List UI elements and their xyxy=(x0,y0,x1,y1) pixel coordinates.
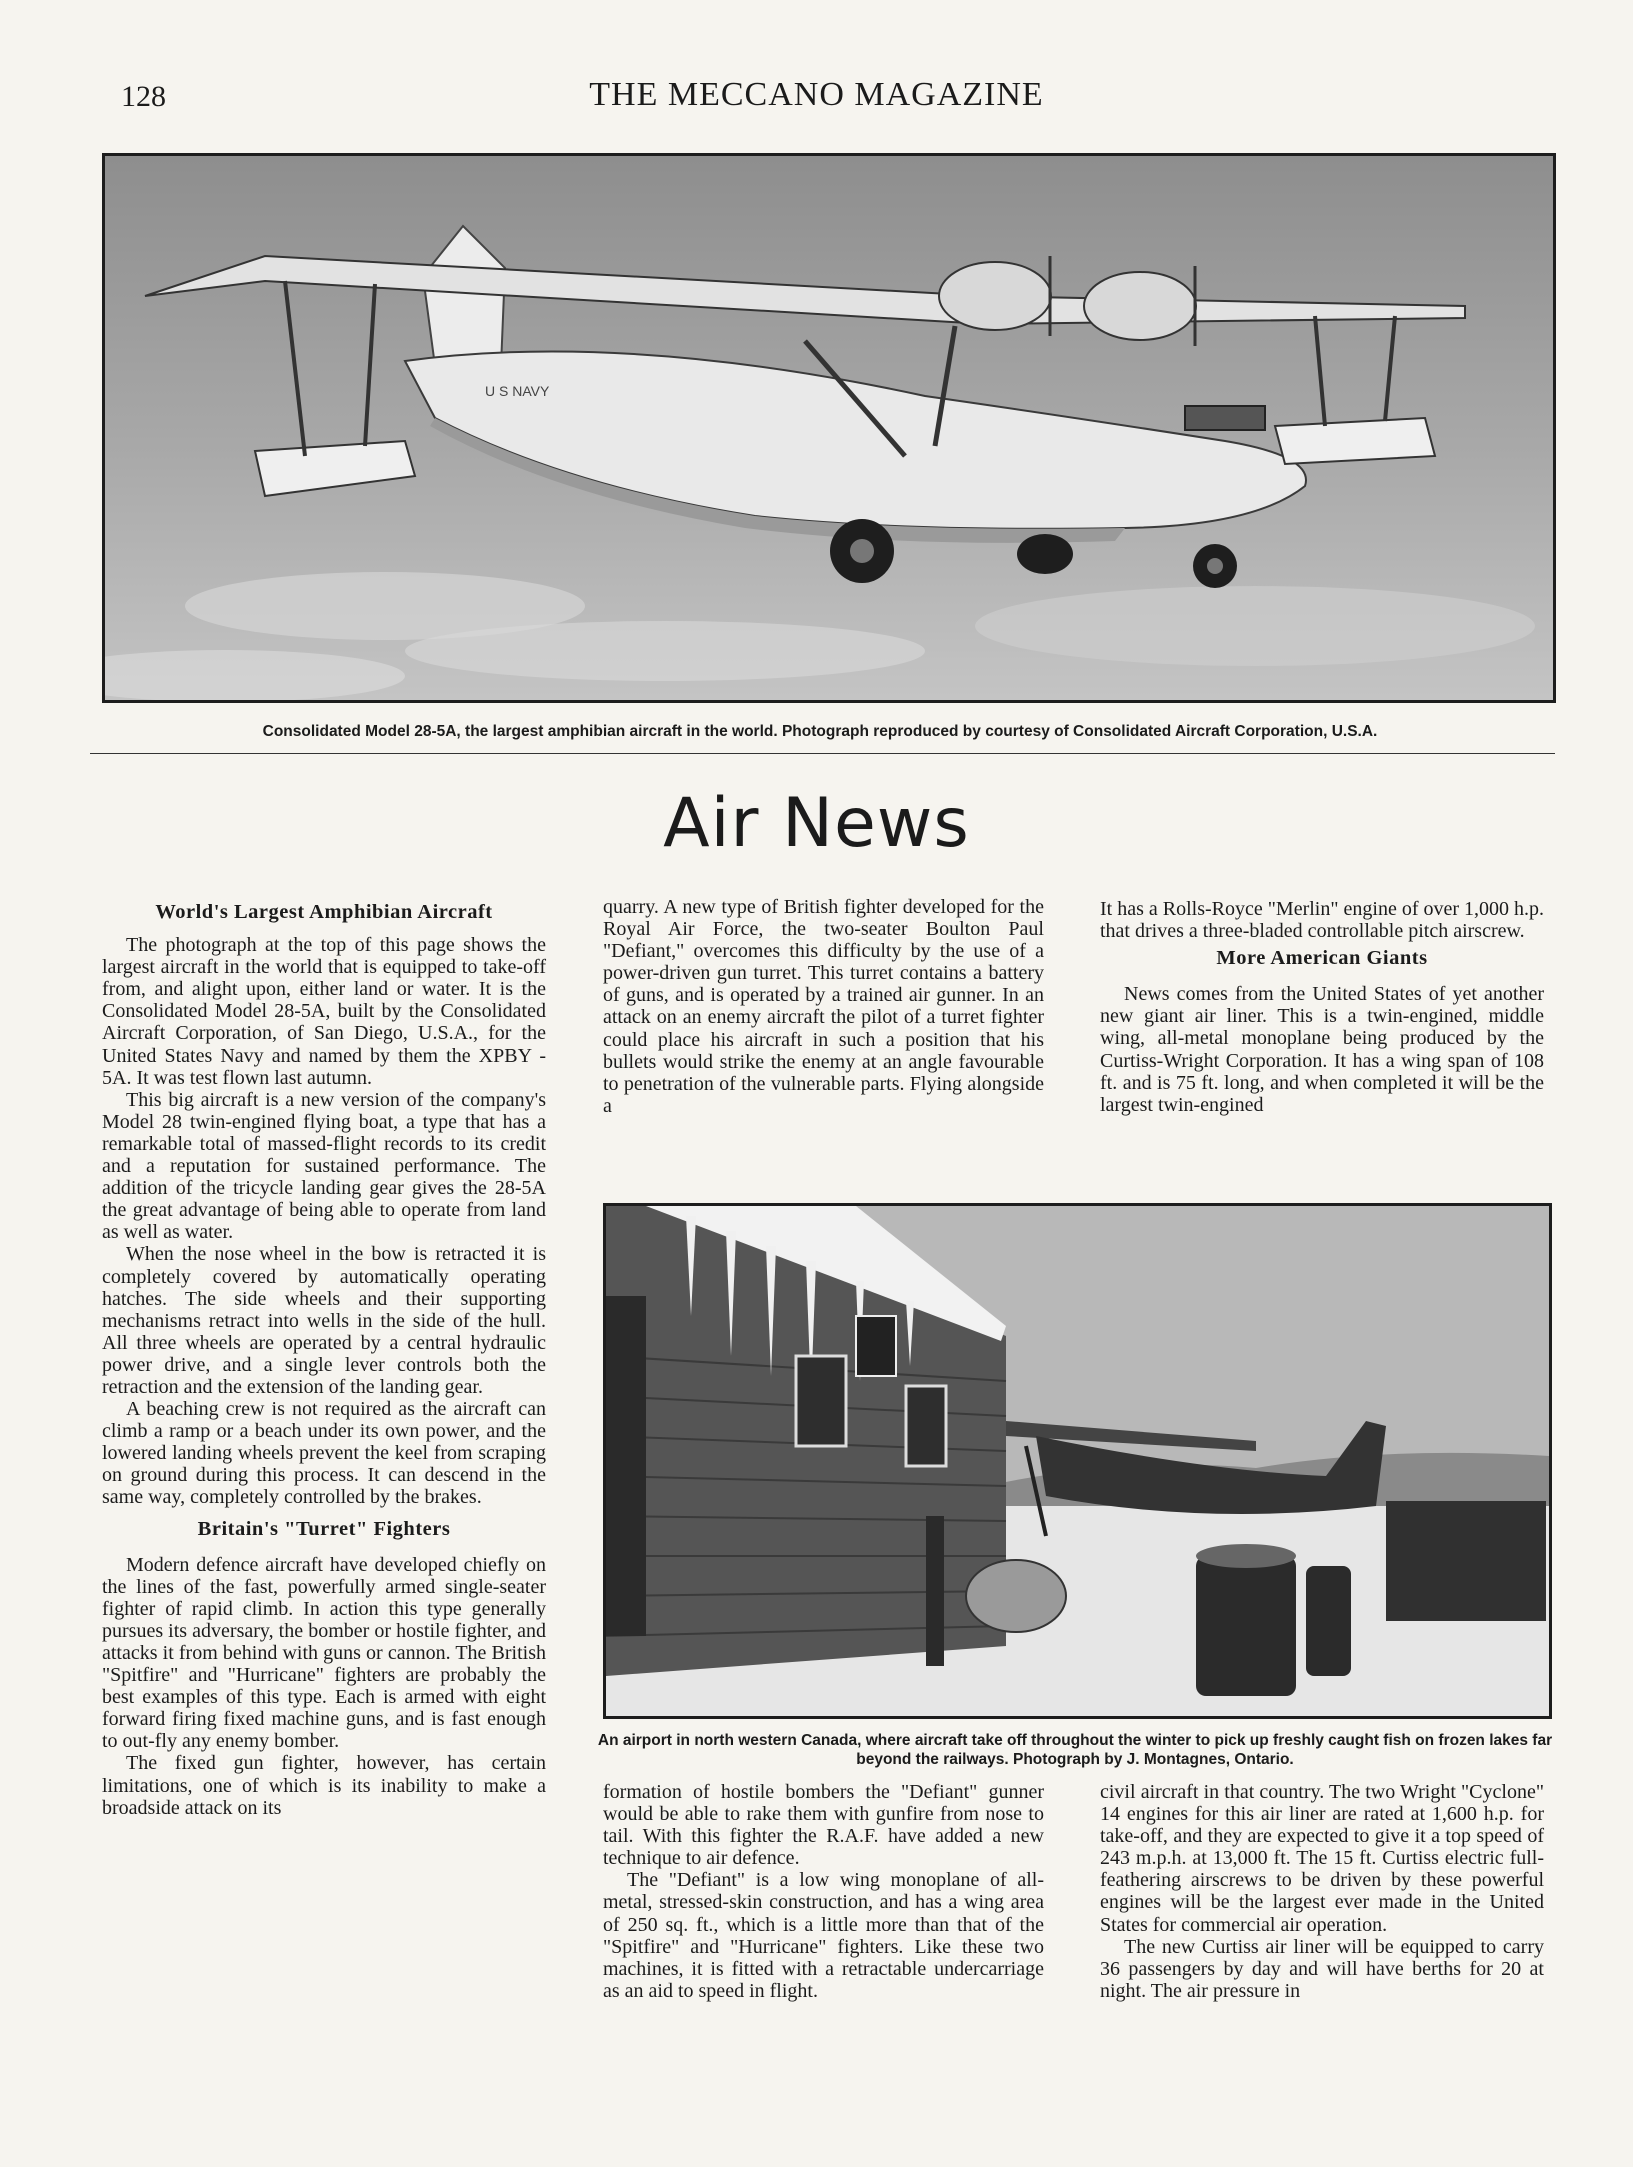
column-1 xyxy=(102,901,546,1819)
amphibian-aircraft-photo xyxy=(105,156,1553,700)
paragraph: When the nose wheel in the bow is retracted it is completely covered by automatically operating hatches. The side wheels and their supporting mechanisms retract into wells in the side of the hull. All three wheels are operated by a central hydraulic power drive, and a single lever controls both the retraction and the extension of the landing gear. xyxy=(102,1243,546,1398)
paragraph: formation of hostile bombers the "Defiant" gunner would be able to rake them with gunfire from nose to tail. With this fighter the R.A.F. have added a new technique to air defence. xyxy=(603,1781,1044,1870)
section-heading-american-giants: More American Giants xyxy=(1216,947,1428,970)
middle-photograph xyxy=(603,1203,1552,1719)
section-heading-amphibian: World's Largest Amphibian Aircraft xyxy=(155,901,493,923)
section-heading-turret-fighters: Britain's "Turret" Fighters xyxy=(197,1517,451,1540)
article-title: Air News xyxy=(663,784,970,863)
hull-marking: U S NAVY xyxy=(485,383,550,399)
caption-rule xyxy=(90,753,1555,754)
paragraph: civil aircraft in that country. The two Wright "Cyclone" 14 engines for this air liner are rated at 1,600 h.p. for take-off, and they are expected to give it a top speed of 243 m.p.h. at 13,000 ft. The 15 ft. Curtiss electric full-feathering airscrews to be driven by these powerful engines will be the largest ever made in the United States for commercial air operation. xyxy=(1100,1781,1544,1936)
paragraph: It has a Rolls-Royce "Merlin" engine of over 1,000 h.p. that drives a three-bladed controllable pitch airscrew. xyxy=(1100,898,1545,943)
page-number: 128 xyxy=(121,80,166,113)
paragraph: quarry. A new type of British fighter developed for the Royal Air Force, the two-seater Boulton Paul "Defiant," overcomes this difficulty by the use of a power-driven gun turret. This turret contains a battery of guns, and is operated by a trained air gunner. In an attack on an enemy aircraft the pilot of a turret fighter could place his aircraft in such a position that his bullets would strike the enemy at an angle favourable to penetration of the vulnerable parts. Flying alongside a xyxy=(603,896,1044,1117)
paragraph: The "Defiant" is a low wing monoplane of all-metal, stressed-skin construction, and has a wing area of 250 sq. ft., which is a little more than that of the "Spitfire" and "Hurricane" fighters. Like these two machines, it is fitted with a retractable undercarriage as an aid to speed in flight. xyxy=(603,1869,1044,2002)
top-photo-caption: Consolidated Model 28-5A, the largest amphibian aircraft in the world. Photograph reproduced by courtesy of Consolidated Aircraft Corporation, U.S.A. xyxy=(262,723,1378,740)
running-head: THE MECCANO MAGAZINE xyxy=(589,76,1044,113)
top-photograph xyxy=(102,153,1556,703)
paragraph: A beaching crew is not required as the aircraft can climb a ramp or a beach under its own power, and the lowered landing wheels prevent the keel from scraping on ground during this process. It can descend in the same way, completely controlled by the brakes. xyxy=(102,1398,546,1509)
paragraph: News comes from the United States of yet another new giant air liner. This is a twin-engined, middle wing, all-metal monoplane being produced by the Curtiss-Wright Corporation. It has a wing span of 108 ft. and is 75 ft. long, and when completed it will be the largest twin-engined xyxy=(1100,983,1544,1116)
paragraph: This big aircraft is a new version of the company's Model 28 twin-engined flying boat, a type that has a remarkable total of massed-flight records to its credit and a reputation for sustained performance. The addition of the tricycle landing gear gives the 28-5A the great advantage of being able to operate from land as well as water. xyxy=(102,1088,546,1244)
snowy-airport-photo xyxy=(606,1206,1549,1716)
column-3 xyxy=(1100,898,1544,1116)
column-4 xyxy=(603,1781,1044,2002)
paragraph: The photograph at the top of this page shows the largest aircraft in the world that is equipped to take-off from, and alight upon, either land or water. It is the Consolidated Model 28-5A, built by the Consolidated Aircraft Corporation, of San Diego, U.S.A., for the United States Navy and named by them the XPBY - 5A. It was test flown last autumn. xyxy=(102,934,546,1089)
column-5 xyxy=(1100,1781,1544,2002)
column-2 xyxy=(603,896,1044,1117)
middle-photo-caption: An airport in north western Canada, where aircraft take off throughout the winter to pick up freshly caught fish on frozen lakes far beyond the railways. Photograph by J. Montagnes, Ontario. xyxy=(597,1732,1553,1768)
paragraph: The new Curtiss air liner will be equipped to carry 36 passengers by day and will have berths for 20 at night. The air pressure in xyxy=(1100,1935,1544,2002)
paragraph: The fixed gun fighter, however, has certain limitations, one of which is its inability to make a broadside attack on its xyxy=(102,1752,546,1819)
paragraph: Modern defence aircraft have developed chiefly on the lines of the fast, powerfully armed single-seater fighter of rapid climb. In action this type generally pursues its adversary, the bomber or hostile fighter, and attacks it from behind with guns or cannon. The British "Spitfire" and "Hurricane" fighters are probably the best examples of this type. Each is armed with eight forward firing fixed machine guns, and is fast enough to out-fly any enemy bomber. xyxy=(102,1553,546,1753)
